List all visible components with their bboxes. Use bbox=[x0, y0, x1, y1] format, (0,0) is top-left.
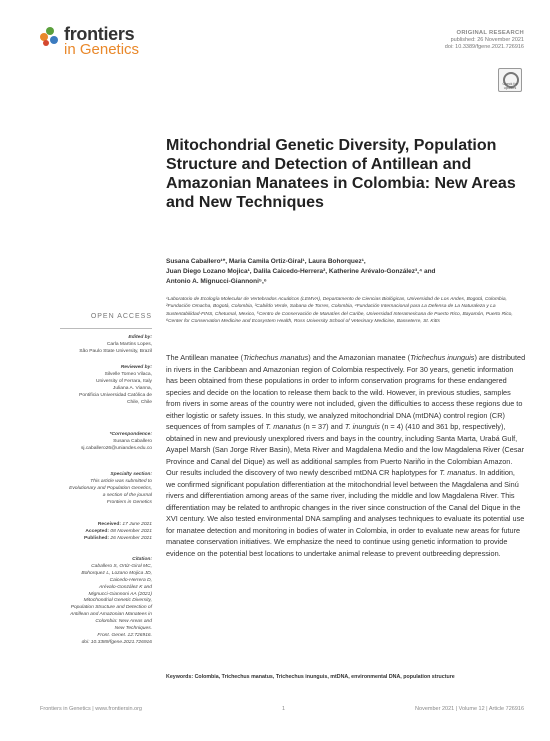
correspondence-email[interactable]: sj.caballero26@uniandes.edu.co bbox=[80, 445, 152, 451]
abstract-text: (n = 37) and bbox=[301, 422, 345, 431]
abstract-text: ) are distributed in rivers in the Caribbean and Amazonian region of Colombia respectively. For 30 years, genetic information has been obtained from these populations in order to inform conservation programs for these endangered species and decide on the location to release them back to the wild. However, in previous studies, samples from rivers in some areas of the country were not included, given the difficulties to access these regions due to either logistic or safety issues. In this study, we analyzed mitochondrial DNA (mtDNA) control region (CR) sequences of from samples of bbox=[166, 353, 526, 431]
specialty-line: Frontiers in Genetics bbox=[106, 499, 152, 505]
citation-line: Bohorquez L, Lozano Mojica JD, bbox=[81, 570, 152, 576]
frontiers-logo-icon bbox=[40, 27, 60, 49]
citation-line: Arévalo-González K and bbox=[98, 584, 152, 590]
edited-by-label: Edited by: bbox=[128, 335, 152, 340]
page-number: 1 bbox=[282, 706, 286, 712]
divider bbox=[60, 328, 152, 329]
species-name: T. manatus bbox=[265, 422, 302, 431]
article-type: ORIGINAL RESEARCH bbox=[456, 30, 524, 36]
authors-line[interactable]: Susana Caballero¹*, Maria Camila Ortiz-Giral¹, Laura Bohorquez¹, bbox=[166, 258, 366, 265]
specialty-line: a section of the journal bbox=[102, 492, 152, 498]
specialty-label: Specialty section: bbox=[110, 472, 152, 477]
species-name: T. manatus bbox=[439, 468, 476, 477]
received-label: Received: bbox=[97, 522, 121, 527]
citation-line: Caballero S, Ortiz-Giral MC, bbox=[91, 563, 152, 569]
specialty-line: Evolutionary and Population Genetics, bbox=[69, 485, 152, 491]
footer-volume: November 2021 | Volume 12 | Article 726916 bbox=[415, 706, 524, 712]
reviewer-affiliation: Pontificia Universidad Católica de bbox=[79, 392, 152, 398]
badge-caption: Check for updates bbox=[502, 82, 518, 90]
accepted-date: 08 November 2021 bbox=[110, 528, 152, 534]
authors-line[interactable]: Antonio A. Mignucci-Giannoni⁵,⁶ bbox=[166, 278, 267, 285]
doi-link[interactable]: doi: 10.3389/fgene.2021.726916 bbox=[444, 44, 524, 50]
abstract-text: The Antillean manatee ( bbox=[166, 353, 244, 362]
affiliations: ¹Laboratorio de Ecología Molecular de Vertebrados Acuáticos (LEMVA), Departamento de Ciencias Biológicas, Universidad de Los Andes, Bogotá, Colombia, ²Fundación Omacha, Bogotá, Colombia, ³Cabildo Verde, Sabana de Torres, Colombia, ⁴Fundación Internacional para La Defensa de La Naturaleza y La Sustentabilidad-FINS, Chetumal, Mexico, ⁵Centro de Conservación de Manatíes del Caribe, Universidad Interamericana de Puerto Rico, Bayamón, Puerto Rico, ⁶Center for Conservation Medicine and Ecosystem Health, Ross University School of Veterinary Medicine, Basseterre, St. Kitts bbox=[166, 297, 513, 325]
open-access-label: OPEN ACCESS bbox=[90, 313, 152, 320]
citation-section bbox=[44, 557, 152, 647]
keywords bbox=[166, 674, 536, 680]
published-date-side: 26 November 2021 bbox=[110, 535, 152, 541]
reviewed-by-label: Reviewed by: bbox=[120, 365, 152, 370]
keywords-label: Keywords: bbox=[166, 674, 194, 680]
citation-line: Mignucci-Giannoni AA (2021) bbox=[88, 591, 152, 597]
citation-line: Colombia: New Areas and bbox=[95, 619, 152, 625]
species-name: T. inunguis bbox=[344, 422, 380, 431]
editor-affiliation: São Paulo State University, Brazil bbox=[79, 348, 152, 354]
species-name: Trichechus manatus bbox=[243, 353, 309, 362]
species-name: Trichechus inunguis bbox=[410, 353, 475, 362]
published-date: published: 26 November 2021 bbox=[450, 37, 524, 43]
article-title: Mitochondrial Genetic Diversity, Population Structure and Detection of Antillean and Amazonian Manatees in Colombia: New Areas and New Techniques bbox=[166, 137, 516, 211]
specialty-line: This article was submitted to bbox=[90, 478, 152, 484]
accepted-label: Accepted: bbox=[85, 528, 110, 534]
citation-line: Antillean and Amazonian Manatees in bbox=[70, 612, 152, 618]
authors-line[interactable]: Juan Diego Lozano Mojica¹, Dalila Caicedo-Herrera², Katherine Arévalo-González³,⁴ and bbox=[166, 268, 436, 275]
correspondence-name: Susana Caballero bbox=[113, 438, 152, 444]
abstract-text: (n = 4) (410 and 361 bp, respectively), obtained in new and previously unexplored rivers and bays in the country, including Santa Marta, Urabá Gulf, Ayapel Marsh (San Jorge River Basin), Meta River and Magdalena Medio and the low Magdalena River (Cesar Province and Canal del Dique) as well as additional samples from Puerto Nariño in the Colombian Amazon. Our results included the discovery of two newly described mtDNA CR haplotypes for bbox=[166, 422, 524, 477]
abstract-text: ) and the Amazonian manatee ( bbox=[308, 353, 411, 362]
published-label: Published: bbox=[84, 535, 110, 541]
correspondence-label: *Correspondence: bbox=[109, 432, 152, 437]
keywords-text: Colombia, Trichechus manatus, Trichechus inunguis, mtDNA, environmental DNA, population structure bbox=[194, 674, 455, 680]
reviewer-affiliation: University of Ferrara, Italy bbox=[96, 378, 152, 384]
check-for-updates-badge[interactable] bbox=[498, 68, 522, 92]
citation-line: New Techniques. bbox=[114, 626, 152, 632]
reviewer-name[interactable]: Juliana A. Vianna, bbox=[112, 385, 152, 391]
dates-section bbox=[44, 522, 152, 543]
author-list bbox=[166, 257, 526, 287]
brand-subtitle: in Genetics bbox=[64, 41, 140, 58]
reviewed-by-section bbox=[44, 365, 152, 406]
received-date: 17 June 2021 bbox=[122, 522, 152, 527]
editor-name[interactable]: Carla Martins Lopes, bbox=[106, 341, 152, 347]
frontiers-logo[interactable] bbox=[40, 24, 190, 58]
citation-line: Front. Genet. 12:726916. bbox=[97, 632, 152, 638]
citation-line: Caicedo-Herrera D, bbox=[109, 577, 152, 583]
abstract bbox=[166, 352, 526, 559]
reviewer-name[interactable]: Silvelle Tomeo Vilaca, bbox=[104, 371, 152, 377]
brand-name: frontiers bbox=[64, 24, 135, 44]
citation-line: Mitochondrial Genetic Diversity, bbox=[83, 598, 152, 604]
citation-label: Citation: bbox=[132, 557, 152, 562]
citation-doi[interactable]: doi: 10.3389/fgene.2021.726916 bbox=[81, 639, 152, 645]
article-meta bbox=[445, 30, 524, 51]
citation-line: Population Structure and Detection of bbox=[70, 605, 152, 611]
footer-journal-link[interactable]: Frontiers in Genetics | www.frontiersin.org bbox=[40, 706, 142, 712]
correspondence-section bbox=[44, 432, 152, 453]
specialty-section bbox=[44, 472, 152, 507]
edited-by-section bbox=[44, 335, 152, 356]
abstract-text: . In addition, we confirmed significant population differentiation at the mitochondrial level between the Magdalena and Sinú rivers and differentiation among areas of the same river, including the middle and low Magdalena River. This differentiation may be related to anthropic changes in the river since construction of the Canal del Dique in the XVI century. We also tested environmental DNA sampling and analyses techniques to evaluate its potential use for manatee detection and monitoring in bodies of water in Colombia, in order to evaluate new areas for future manatee conservation initiatives. We emphasize the need to continue using genetic information to provide evidence on the potential best locations to undertake animal release to prevent outbreeding depression. bbox=[166, 468, 525, 558]
reviewer-affiliation: Chile, Chile bbox=[126, 399, 152, 405]
